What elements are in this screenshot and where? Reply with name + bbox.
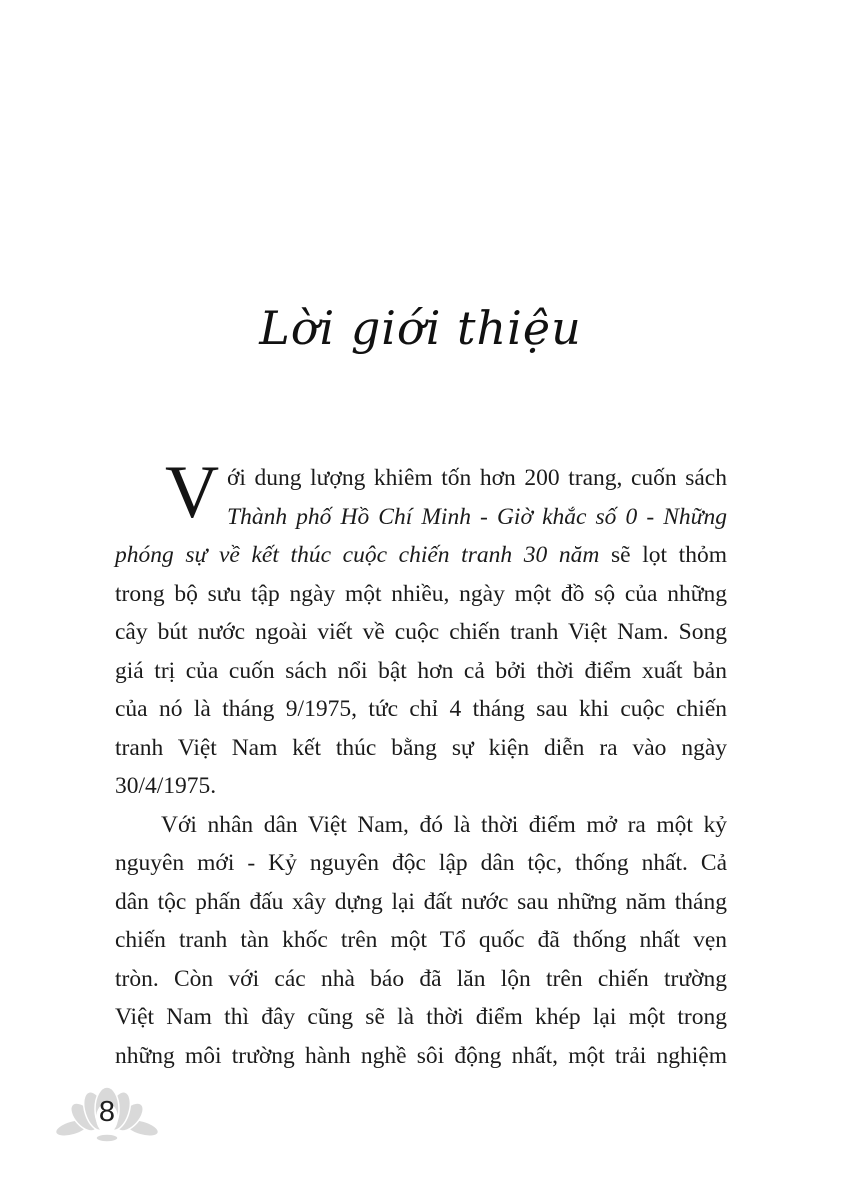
book-title-segment: Thành phố Hồ Chí Minh - Giờ khắc số 0 - Những — [227, 503, 727, 530]
text-segment: 30/4/1975. — [115, 773, 217, 799]
text-line — [115, 960, 727, 999]
page-number: 8 — [98, 1096, 116, 1128]
text-segment: giá trị của cuốn sách nổi bật hơn cả bởi thời điểm xuất bản — [115, 657, 727, 684]
text-segment: cây bút nước ngoài viết về cuộc chiến tranh Việt Nam. Song — [115, 619, 727, 645]
text-line — [115, 729, 727, 768]
text-segment: nguyên mới - Kỷ nguyên độc lập dân tộc, thống nhất. Cả — [115, 850, 727, 876]
text-line — [115, 844, 727, 883]
book-title-segment: phóng sự về kết thúc cuộc chiến tranh 30 năm — [115, 542, 612, 568]
text-segment: những môi trường hành nghề sôi động nhất, một trải nghiệm — [115, 1042, 727, 1069]
text-line — [115, 575, 727, 614]
chapter-title: Lời giới thiệu — [259, 301, 582, 355]
text-line — [115, 806, 727, 845]
text-line — [115, 998, 727, 1037]
text-segment: của nó là tháng 9/1975, tức chỉ 4 tháng sau khi cuộc chiến — [115, 696, 727, 722]
drop-cap: V — [165, 451, 220, 534]
text-segment: sẽ lọt thỏm — [611, 542, 727, 568]
text-line — [115, 536, 727, 575]
body-text — [115, 451, 727, 1075]
text-line — [115, 921, 727, 960]
text-segment: dân tộc phấn đấu xây dựng lại đất nước sau những năm tháng — [115, 888, 727, 915]
text-line — [115, 767, 727, 806]
text-segment: tròn. Còn với các nhà báo đã lăn lộn trên chiến trường — [115, 965, 727, 992]
text-line — [115, 613, 727, 652]
text-line — [115, 690, 727, 729]
text-segment: Với nhân dân Việt Nam, đó là thời điểm mở ra một kỷ — [161, 811, 727, 838]
text-segment: Việt Nam thì đây cũng sẽ là thời điểm khép lại một trong — [115, 1004, 727, 1030]
text-segment: trong bộ sưu tập ngày một nhiều, ngày một đồ sộ của những — [115, 580, 727, 607]
text-line — [115, 1037, 727, 1076]
text-line — [115, 652, 727, 691]
text-segment: tranh Việt Nam kết thúc bằng sự kiện diễn ra vào ngày — [115, 734, 727, 761]
text-segment: ới dung lượng khiêm tốn hơn 200 trang, cuốn sách — [227, 465, 727, 491]
text-segment: chiến tranh tàn khốc trên một Tổ quốc đã thống nhất vẹn — [115, 927, 727, 953]
text-line — [115, 883, 727, 922]
